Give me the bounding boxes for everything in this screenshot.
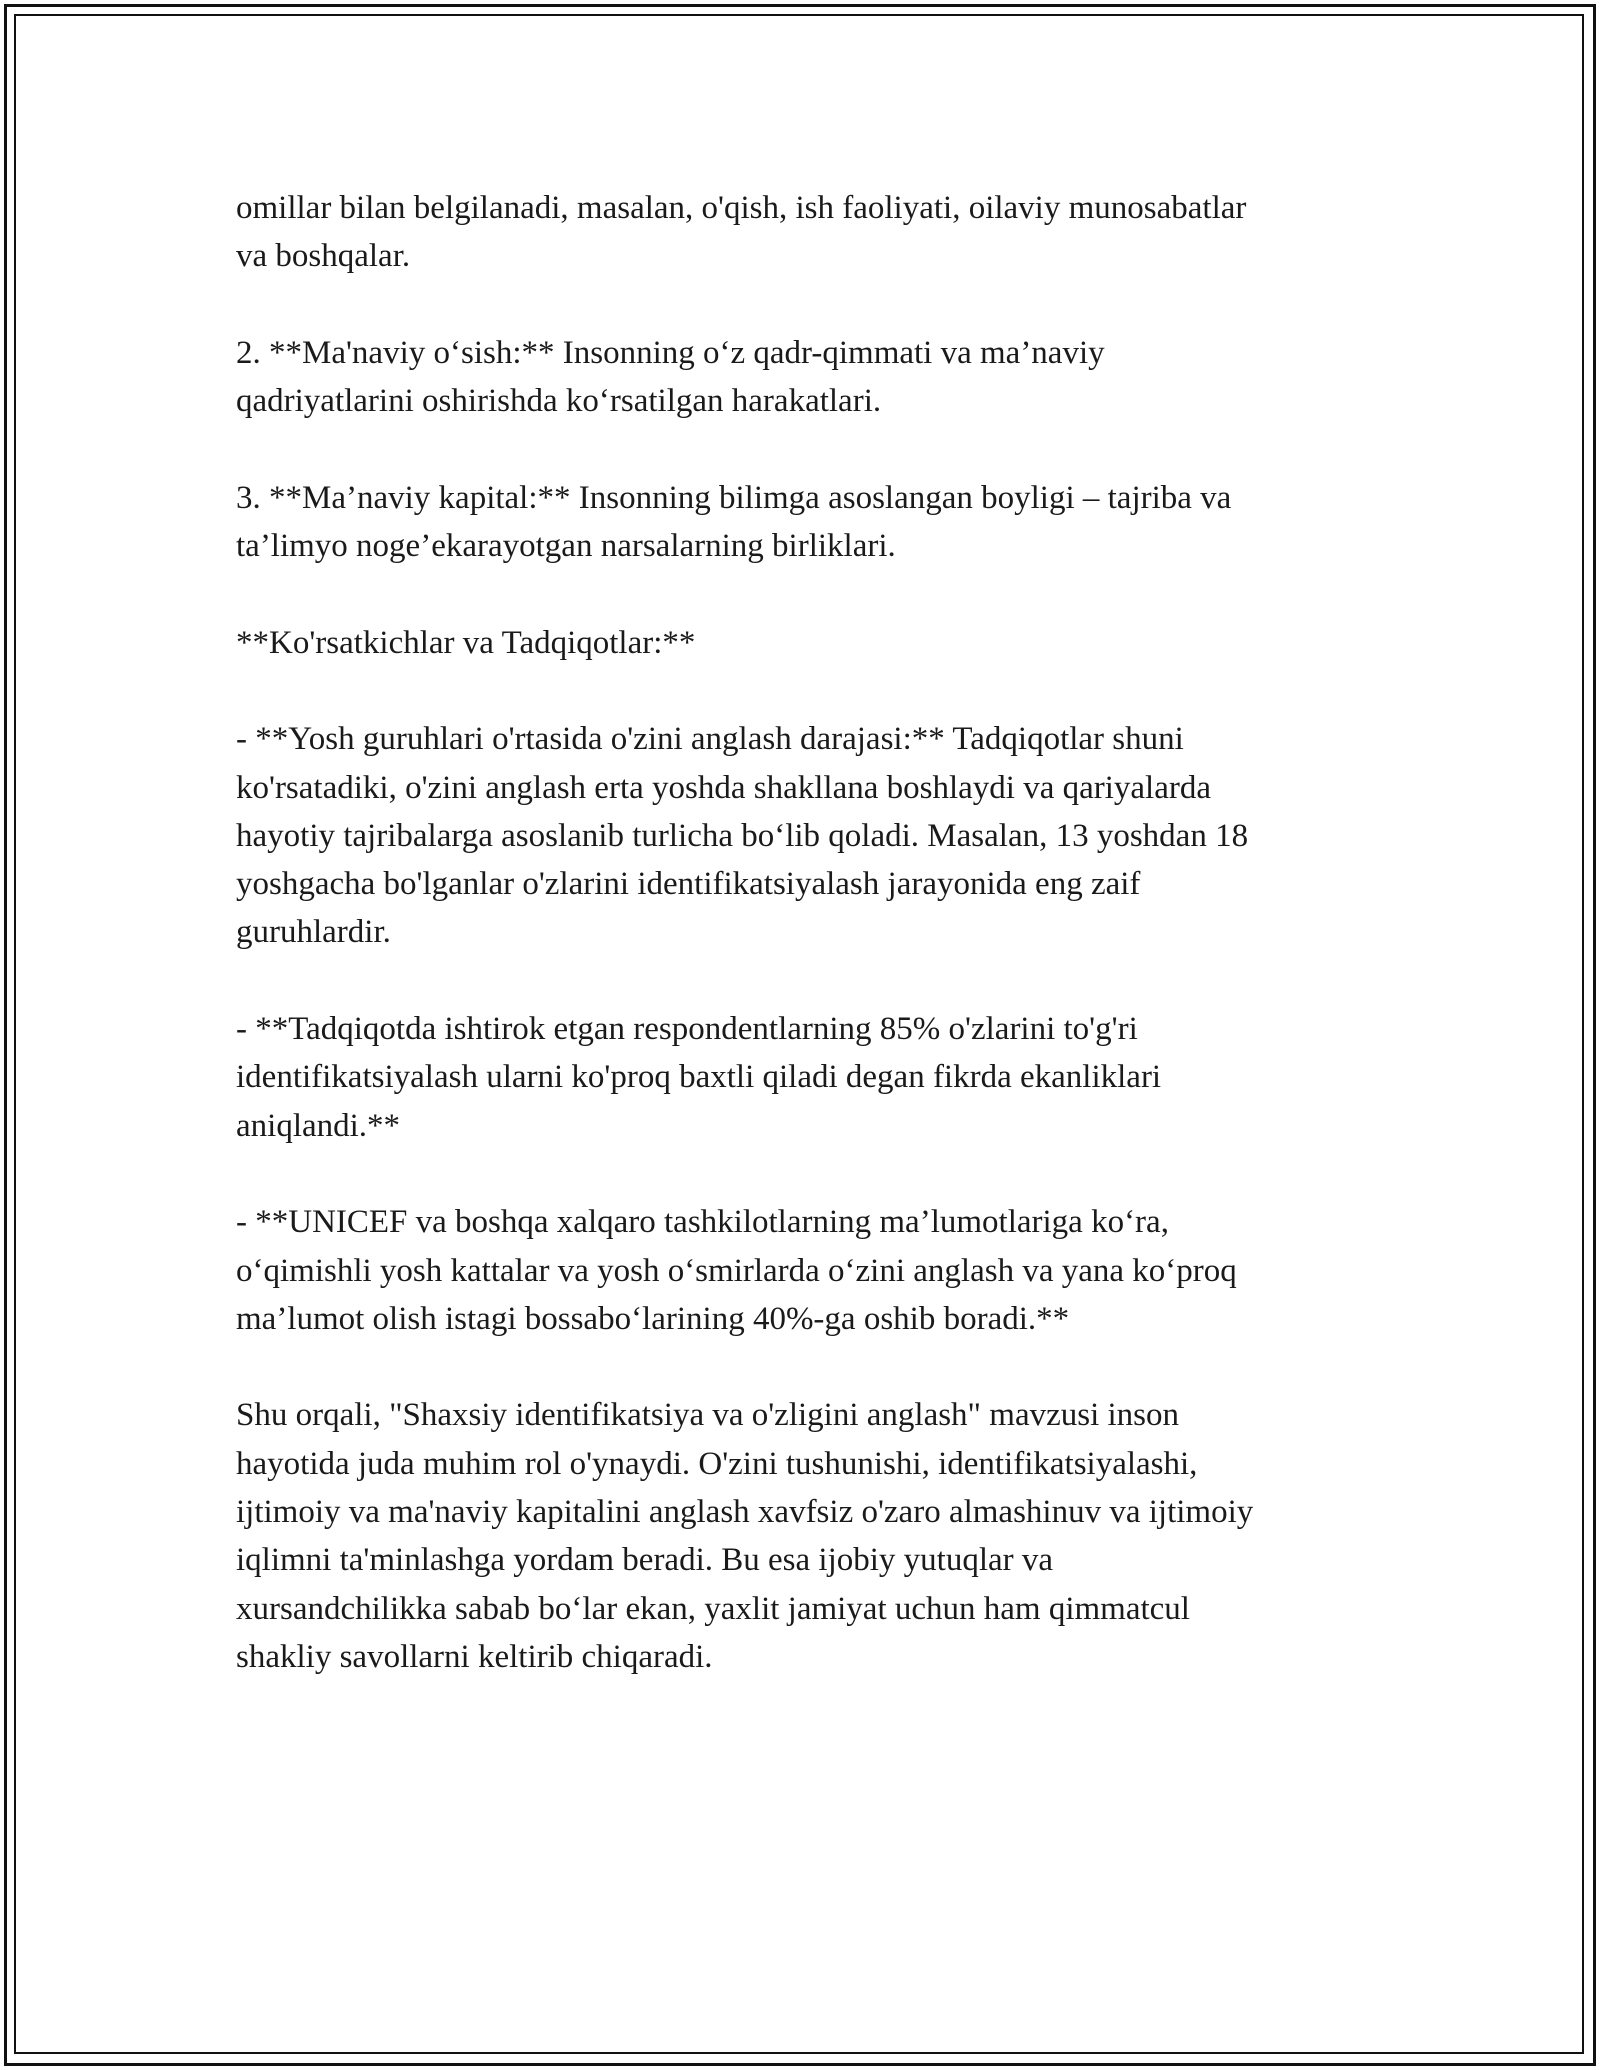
text-line: guruhlardir. — [236, 914, 391, 951]
text-line: ta’limyo noge’ekarayotgan narsalarning birliklari. — [236, 528, 896, 565]
text-line: - **Tadqiqotda ishtirok etgan respondentlarning 85% o'zlarini to'g'ri — [236, 1011, 1138, 1048]
paragraph-list-item-3 — [236, 474, 1376, 571]
text-line: yoshgacha bo'lganlar o'zlarini identifikatsiyalash jarayonida eng zaif — [236, 866, 1141, 903]
paragraph-bullet-respondents — [236, 1005, 1376, 1150]
text-line: ma’lumot olish istagi bossabo‘larining 40%-ga oshib boradi.** — [236, 1300, 1070, 1337]
text-line: **Ko'rsatkichlar va Tadqiqotlar:** — [236, 624, 696, 661]
text-line: - **UNICEF va boshqa xalqaro tashkilotlarning ma’lumotlariga ko‘ra, — [236, 1204, 1169, 1241]
text-line: va boshqalar. — [236, 238, 411, 275]
text-line: iqlimni ta'minlashga yordam beradi. Bu esa ijobiy yutuqlar va — [236, 1542, 1054, 1579]
text-line: o‘qimishli yosh kattalar va yosh o‘smirlarda o‘zini anglash va yana ko‘proq — [236, 1252, 1237, 1289]
paragraph-conclusion — [236, 1391, 1376, 1681]
text-line: 3. **Ma’naviy kapital:** Insonning bilimga asoslangan boyligi – tajriba va — [236, 479, 1232, 516]
text-line: - **Yosh guruhlari o'rtasida o'zini anglash darajasi:** Tadqiqotlar shuni — [236, 721, 1184, 758]
text-line: shakliy savollarni keltirib chiqaradi. — [236, 1638, 713, 1675]
text-line: aniqlandi.** — [236, 1107, 401, 1144]
document-body — [236, 184, 1376, 1730]
text-line: xursandchilikka sabab bo‘lar ekan, yaxlit jamiyat uchun ham qimmatcul — [236, 1590, 1190, 1627]
text-line: identifikatsiyalash ularni ko'proq baxtli qiladi degan fikrda ekanliklari — [236, 1059, 1162, 1096]
paragraph-list-item-2 — [236, 329, 1376, 426]
text-line: omillar bilan belgilanadi, masalan, o'qish, ish faoliyati, oilaviy munosabatlar — [236, 190, 1247, 226]
text-line: hayotida juda muhim rol o'ynaydi. O'zini tushunishi, identifikatsiyalashi, — [236, 1445, 1198, 1482]
section-heading — [236, 619, 1376, 667]
text-line: ko'rsatadiki, o'zini anglash erta yoshda shakllana boshlaydi va qariyalarda — [236, 769, 1211, 806]
paragraph-bullet-age-groups — [236, 715, 1376, 956]
text-line: hayotiy tajribalarga asoslanib turlicha bo‘lib qoladi. Masalan, 13 yoshdan 18 — [236, 817, 1249, 854]
paragraph-bullet-unicef — [236, 1198, 1376, 1343]
text-line: qadriyatlarini oshirishda ko‘rsatilgan harakatlari. — [236, 383, 882, 420]
text-line: Shu orqali, "Shaxsiy identifikatsiya va o'zligini anglash" mavzusi inson — [236, 1397, 1180, 1434]
text-line: ijtimoiy va ma'naviy kapitalini anglash xavfsiz o'zaro almashinuv va ijtimoiy — [236, 1494, 1254, 1531]
paragraph-context-continuation — [236, 184, 1376, 281]
text-line: 2. **Ma'naviy o‘sish:** Insonning o‘z qadr-qimmati va ma’naviy — [236, 334, 1105, 371]
